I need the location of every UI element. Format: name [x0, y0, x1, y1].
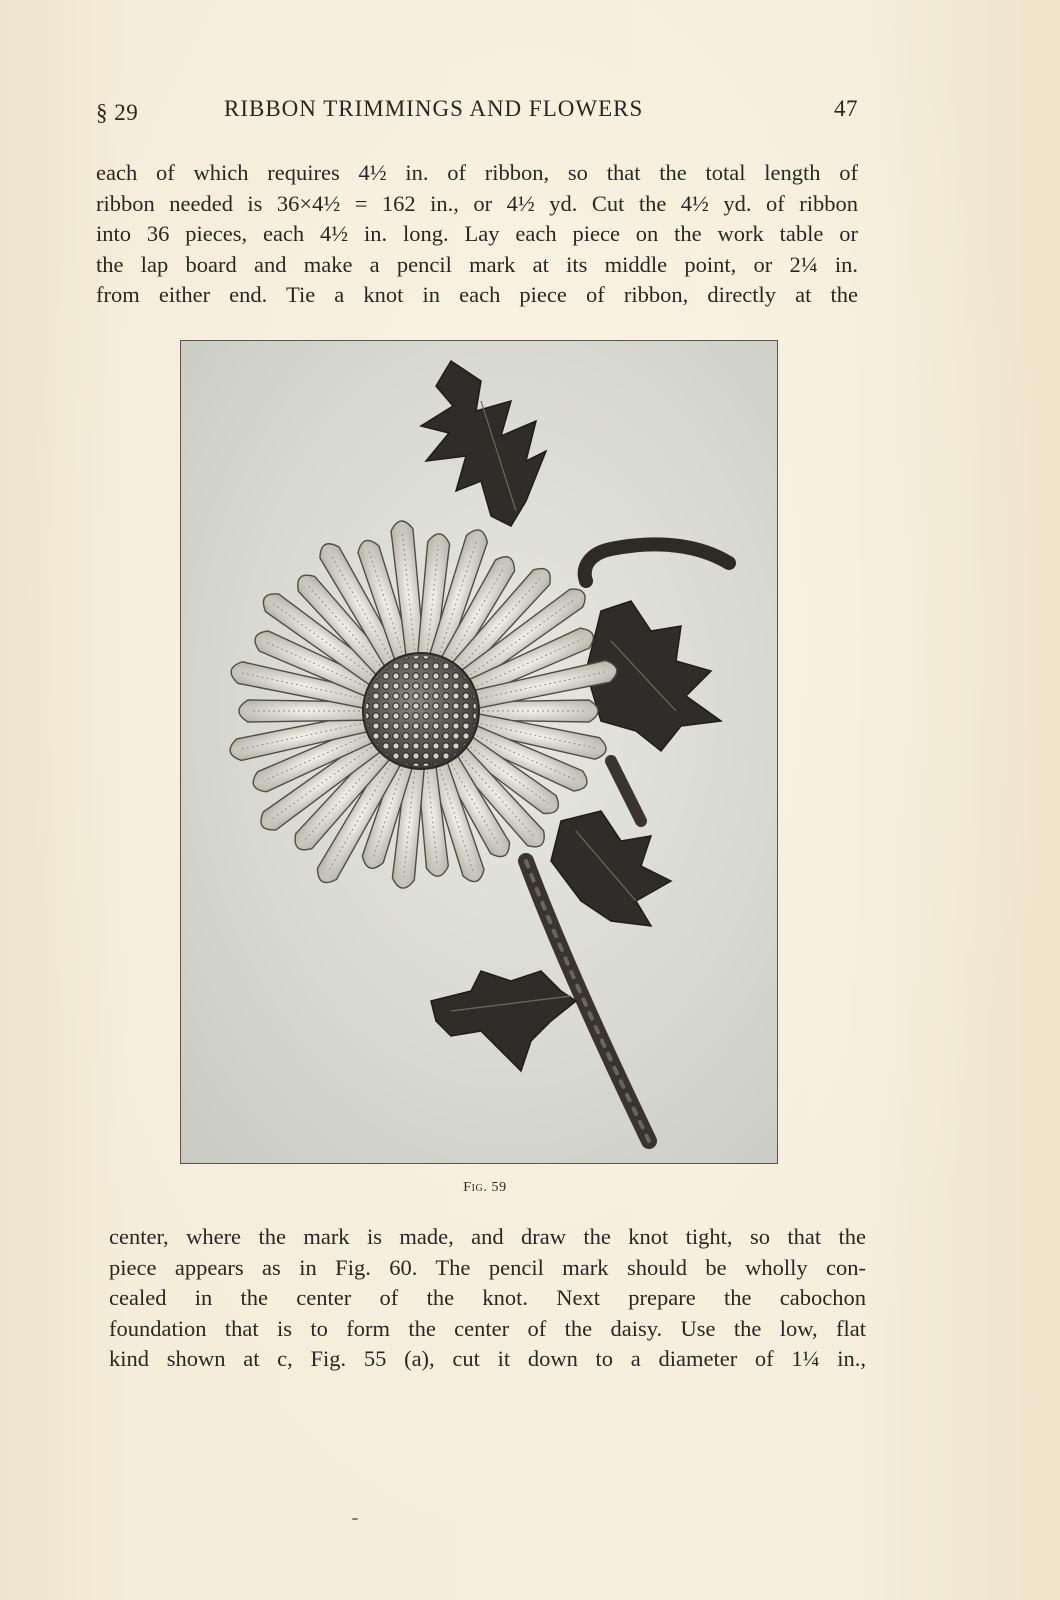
text-line: cealed in the center of the knot. Next prepare the cabochon: [109, 1285, 866, 1310]
daisy-illustration: [181, 341, 778, 1164]
figure-photo-daisy: [180, 340, 778, 1164]
section-number: § 29: [96, 100, 139, 125]
text-line: ribbon needed is 36×4½ = 162 in., or 4½ yd. Cut the 4½ yd. of ribbon: [96, 190, 858, 216]
figure-caption: Fig. 59: [463, 1180, 507, 1195]
page-number: 47: [834, 96, 858, 121]
running-title: RIBBON TRIMMINGS AND FLOWERS: [224, 96, 644, 121]
text-line: the lap board and make a pencil mark at its middle point, or 2¼ in.: [96, 251, 858, 277]
text-line: into 36 pieces, each 4½ in. long. Lay each piece on the work table or: [96, 221, 858, 246]
text-line: center, where the mark is made, and draw the knot tight, so that the: [109, 1224, 866, 1249]
text-line: kind shown at c, Fig. 55 (a), cut it down to a diameter of 1¼ in.,: [109, 1346, 866, 1371]
paper-speck: [352, 1518, 358, 1520]
paragraph-top: [96, 158, 858, 311]
text-line: foundation that is to form the center of the daisy. Use the low, flat: [109, 1315, 866, 1341]
text-line: each of which requires 4½ in. of ribbon, so that the total length of: [96, 160, 858, 185]
running-head: [96, 96, 858, 130]
text-line: piece appears as in Fig. 60. The pencil mark should be wholly con-: [109, 1254, 866, 1280]
paragraph-bottom: [109, 1222, 866, 1375]
text-line: from either end. Tie a knot in each piece of ribbon, directly at the: [96, 282, 858, 307]
